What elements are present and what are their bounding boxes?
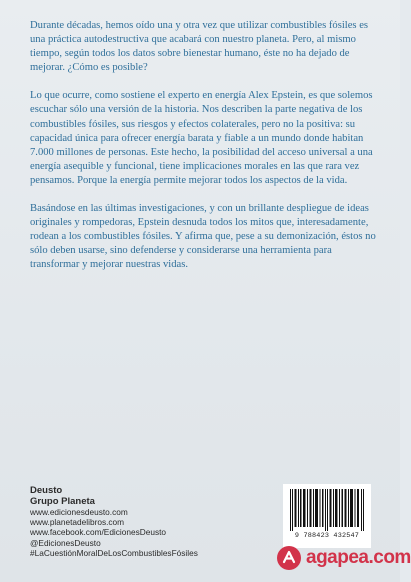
publisher-name: Deusto: [30, 485, 63, 496]
agapea-brand: agapea.com: [306, 547, 411, 568]
publisher-twitter: @EdicionesDeusto: [30, 537, 101, 548]
isbn-barcode: [283, 484, 371, 548]
blurb-paragraph-2: Lo que ocurre, como sostiene el experto en energía Alex Epstein, es que solemos escuchar sólo una versión de la historia. Nos describen la parte negativa de los combustibles fósiles, sus riesgos y efectos colaterales, pero no la positiva: su capacidad única para ofrecer energía barata y fiable a un mundo donde habitan 7.000 millones de personas. Este hecho, la posibilidad del acceso universal a una energía asequible y funcional, tiene implicaciones morales en las que rara vez pensamos. Porque la energía permite mejorar todos los aspectos de la vida.: [30, 90, 373, 186]
isbn-digits: 9 788423 432547: [294, 532, 360, 540]
agapea-watermark: [276, 544, 411, 574]
barcode-bars: [290, 489, 364, 531]
publisher-website: www.edicionesdeusto.com: [30, 507, 128, 517]
publisher-group: Grupo Planeta: [30, 496, 95, 507]
publisher-website-2: www.planetadelibros.com: [30, 517, 125, 528]
publisher-hashtag: #LaCuestiónMoralDeLosCombustiblesFósiles: [30, 547, 198, 558]
publisher-info: [30, 485, 198, 558]
publisher-facebook: www.facebook.com/EdicionesDeusto: [30, 527, 167, 538]
blurb-paragraph-1: Durante décadas, hemos oído una y otra vez que utilizar combustibles fósiles es una práctica autodestructiva que acabará con nuestro planeta. Pero, al mismo tiempo, según todos los datos sobre bienestar humano, éste no ha dejado de mejorar. ¿Cómo es posible?: [30, 20, 369, 74]
agapea-logo-icon: [276, 545, 302, 571]
blurb-paragraph-3: Basándose en las últimas investigaciones, y con un brillante despliegue de ideas originales y rompedoras, Epstein desnuda todos los mitos que, interesadamente, rodean a los combustibles fósiles. Y afirma que, pese a su demonización, éstos no sólo deben usarse, sino defenderse y considerarse una herramienta para transformar y mejorar nuestras vidas.: [30, 203, 376, 271]
back-cover-blurb: [30, 19, 376, 287]
